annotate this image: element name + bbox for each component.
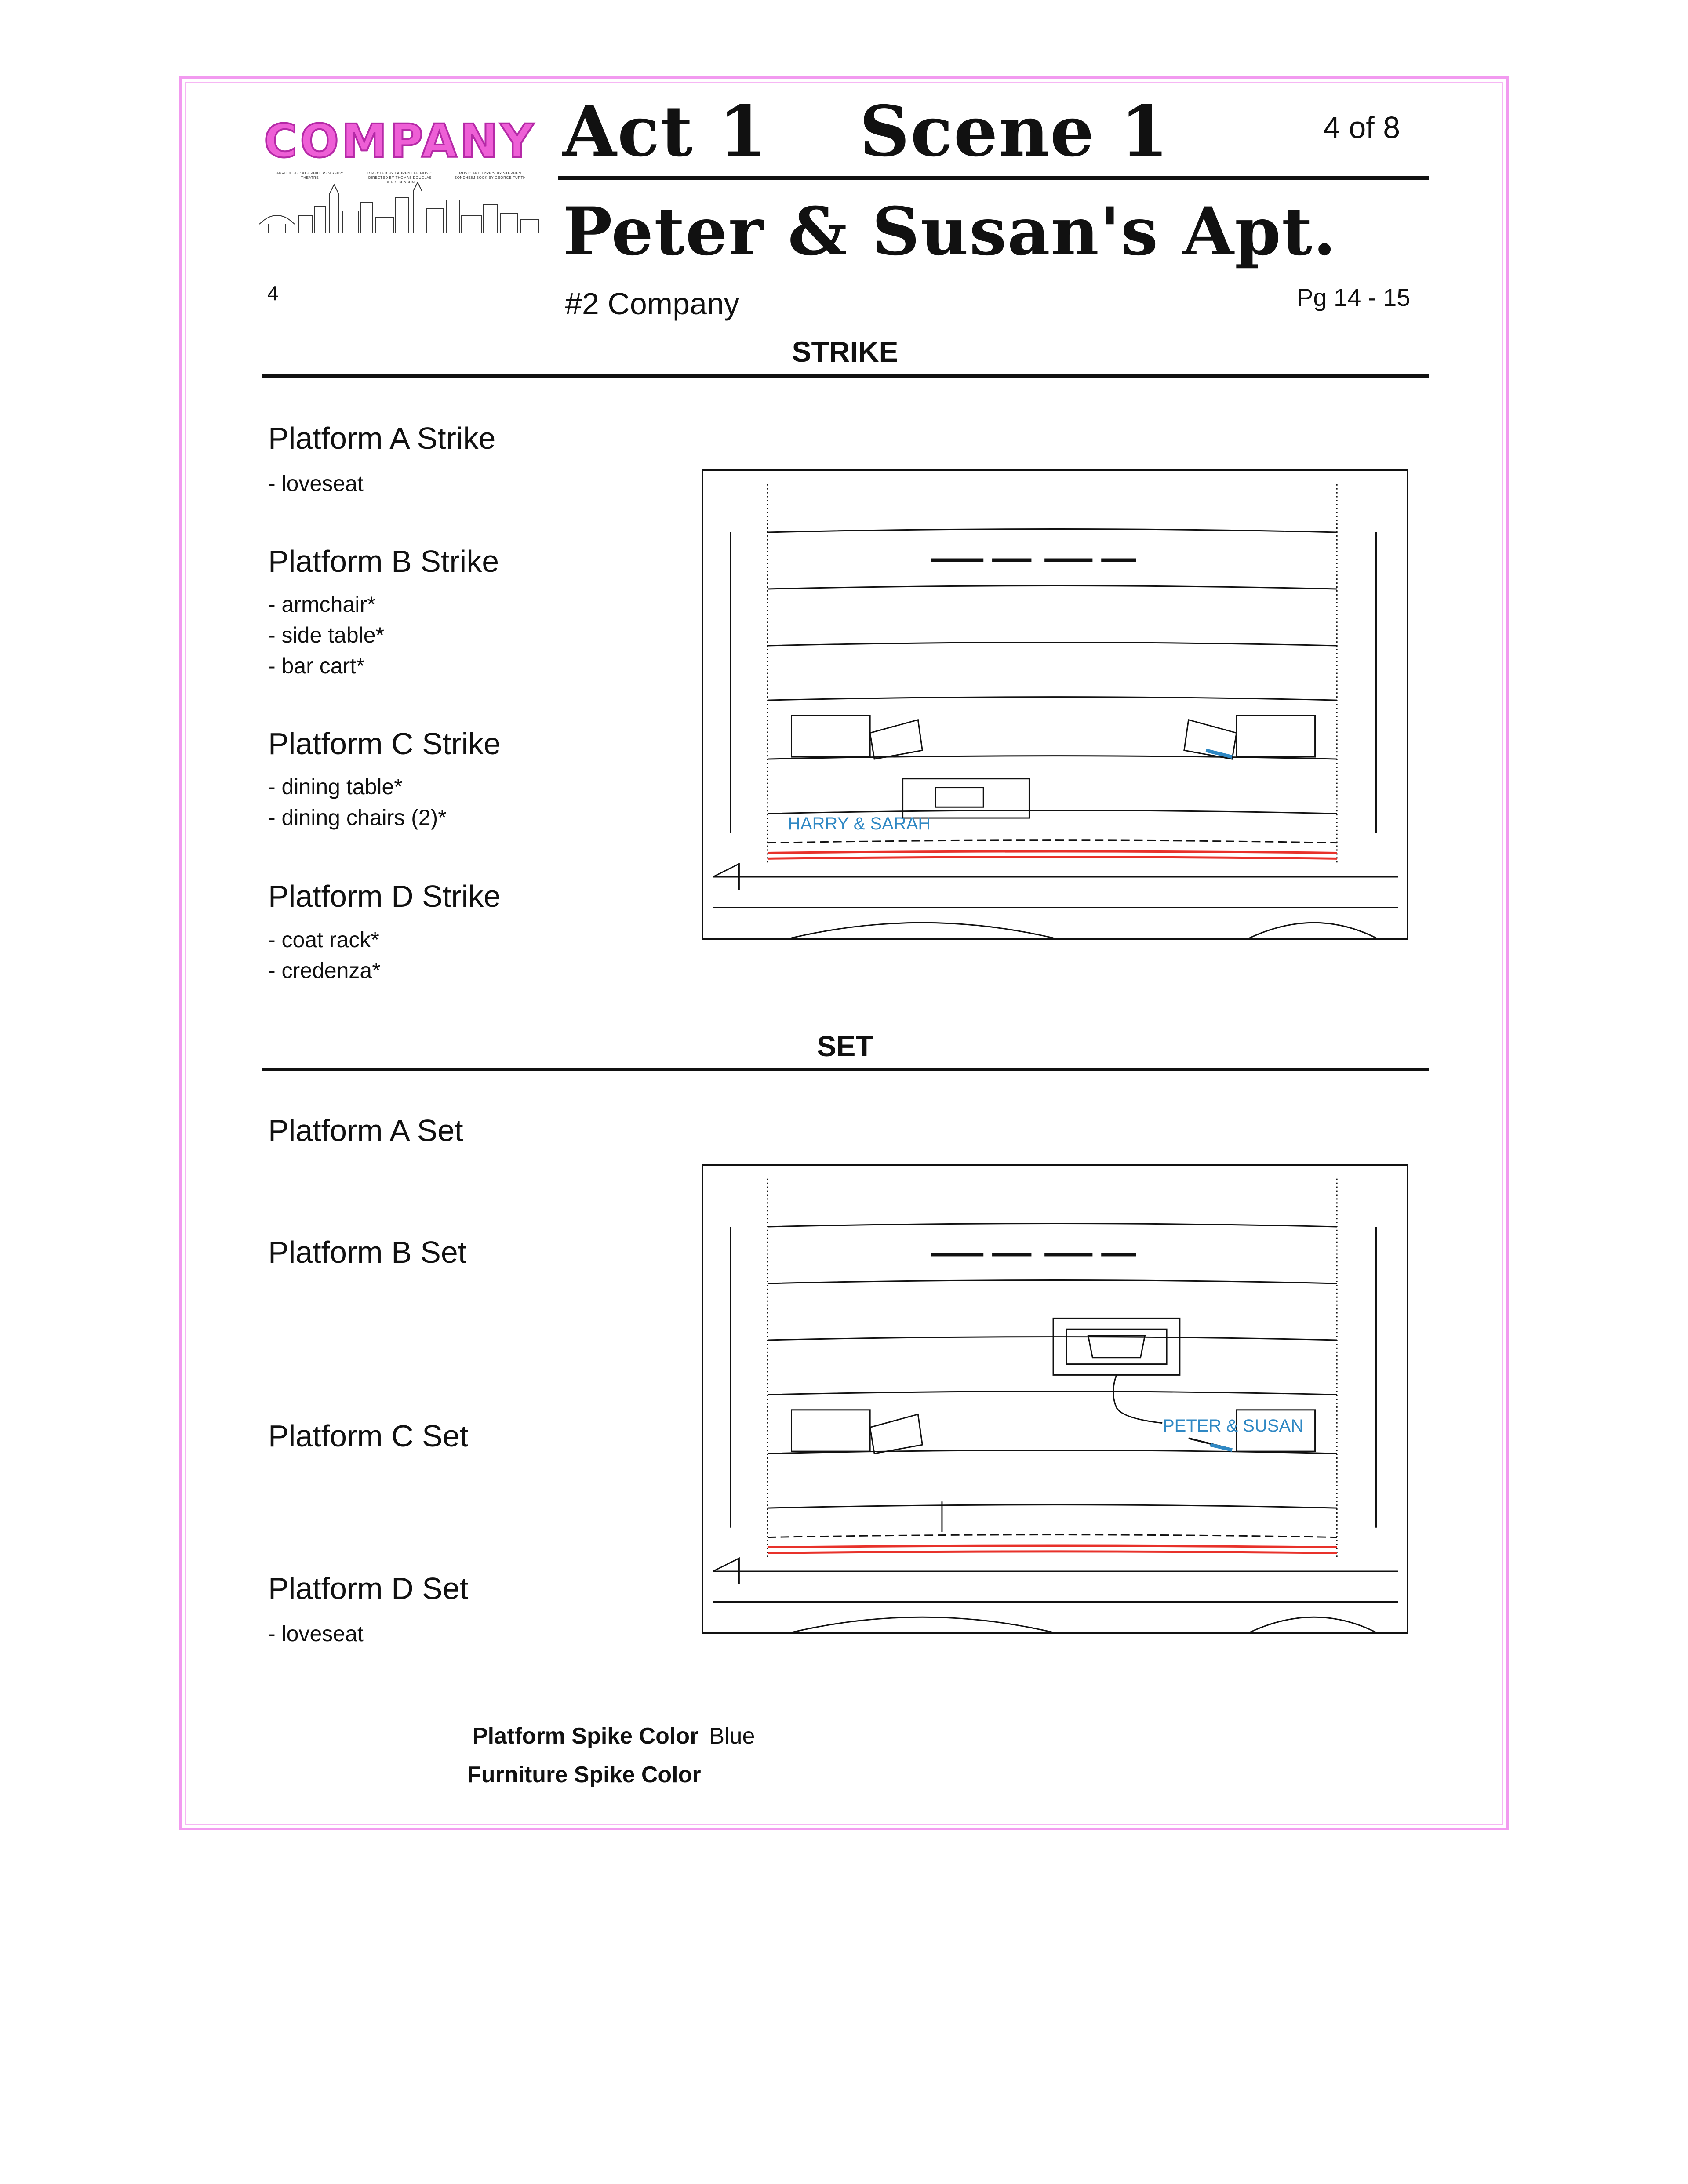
plan-label-harry-sarah: HARRY & SARAH <box>788 814 931 833</box>
list-item: - coat rack* <box>268 927 379 952</box>
title-rule <box>558 176 1429 180</box>
script-page-range: Pg 14 - 15 <box>1297 283 1411 311</box>
logo-credit: APRIL 4TH - 18TH PHILLIP CASSIDY THEATRE <box>276 171 344 180</box>
strike-platform-d-items <box>268 924 381 986</box>
page-number: 4 <box>267 282 279 305</box>
ground-plan-drawing <box>703 1166 1407 1632</box>
logo-credit: DIRECTED BY LAUREN LEE MUSIC DIRECTED BY THOMAS DOUGLAS CHRIS BENSON <box>367 171 433 184</box>
ground-plan-drawing <box>703 471 1407 938</box>
strike-ground-plan <box>702 469 1408 940</box>
strike-platform-c-title: Platform C Strike <box>268 727 501 761</box>
set-rule <box>262 1068 1429 1071</box>
furniture-spike-label: Furniture Spike Color <box>467 1762 701 1788</box>
strike-platform-b-title: Platform B Strike <box>268 544 499 578</box>
strike-platform-a-items <box>268 468 364 499</box>
set-platform-c-title: Platform C Set <box>268 1419 469 1453</box>
strike-rule <box>262 374 1429 378</box>
strike-platform-b-items <box>268 589 384 681</box>
act-title: Act 1 <box>563 91 768 172</box>
list-item: - dining chairs (2)* <box>268 805 447 830</box>
company-logo <box>259 114 541 242</box>
set-platform-a-title: Platform A Set <box>268 1113 463 1148</box>
plan-label-peter-susan: PETER & SUSAN <box>1163 1416 1304 1435</box>
strike-platform-d-title: Platform D Strike <box>268 879 501 913</box>
logo-credit: MUSIC AND LYRICS BY STEPHEN SONDHEIM BOOK BY GEORGE FURTH <box>454 171 526 180</box>
list-item: - credenza* <box>268 958 381 983</box>
skyline-illustration <box>259 180 541 242</box>
list-item: - side table* <box>268 623 385 647</box>
platform-spike-color <box>473 1723 755 1749</box>
scene-title: Scene 1 <box>859 91 1170 172</box>
list-item: - dining table* <box>268 774 403 799</box>
set-platform-d-items <box>268 1618 364 1649</box>
set-ground-plan <box>702 1164 1408 1634</box>
set-heading: SET <box>817 1030 873 1062</box>
list-item: - loveseat <box>268 471 364 496</box>
list-item: - loveseat <box>268 1621 364 1646</box>
list-item: - bar cart* <box>268 654 365 678</box>
furniture-spike-color <box>467 1762 712 1788</box>
platform-spike-label: Platform Spike Color <box>473 1723 699 1749</box>
list-item: - armchair* <box>268 592 376 617</box>
set-platform-d-title: Platform D Set <box>268 1571 469 1606</box>
page-of-indicator: 4 of 8 <box>1323 110 1401 145</box>
song-title: #2 Company <box>565 287 739 321</box>
strike-platform-c-items <box>268 771 447 833</box>
logo-wordmark: COMPANY <box>264 114 536 168</box>
location-title: Peter & Susan's Apt. <box>563 193 1337 270</box>
strike-heading: STRIKE <box>792 335 899 368</box>
strike-platform-a-title: Platform A Strike <box>268 421 496 455</box>
set-platform-b-title: Platform B Set <box>268 1235 467 1269</box>
platform-spike-value: Blue <box>709 1723 755 1749</box>
